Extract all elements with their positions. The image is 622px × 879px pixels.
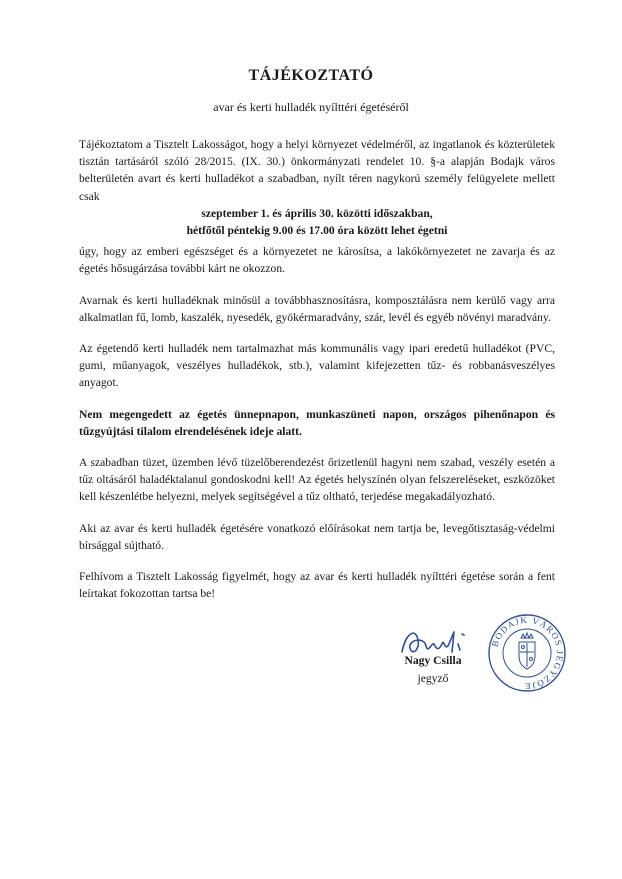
document-title: TÁJÉKOZTATÓ [248, 67, 374, 84]
paragraph-continuation: úgy, hogy az emberi egészséget és a környezetet ne károsítsa, a lakókörnyezetet ne zavarja és az égetés hősugárzása további kárt ne okozzon. [79, 245, 555, 276]
coat-of-arms-icon [519, 633, 535, 669]
document-subtitle: avar és kerti hulladék nyílttéri égetéséről [213, 100, 409, 114]
paragraph-penalty: Aki az avar és kerti hulladék égetésére vonatkozó előírásokat nem tartja be, levegőtisztaság-védelmi bírsággal sújtható. [79, 521, 555, 552]
paragraph-definition: Avarnak és kerti hulladéknak minősül a továbbhasznosításra, komposztálásra nem kerülő vagy arra alkalmatlan fű, lomb, kaszalék, nyesedék, gyökérmaradvány, szár, levél és egyéb növényi maradvány. [79, 293, 555, 324]
stamp-text: BODAJK VÁROS JEGYZŐJE [489, 614, 566, 692]
official-stamp [486, 612, 568, 694]
paragraph-prohibition: Nem megengedett az égetés ünnepnapon, munkaszüneti napon, országos pihenőnapon és tűzgyújtási tilalom elrendelésének ideje alatt. [79, 407, 555, 438]
paragraph-restriction: Az égetendő kerti hulladék nem tartalmazhat más kommunális vagy ipari eredetű hulladékot (PVC, gumi, műanyagok, veszélyes hulladékok, stb.), valamint kifejezetten tűz- és robbanásveszélyes anyagot. [79, 342, 555, 390]
document-body [79, 136, 555, 616]
paragraph-safety: A szabadban tüzet, üzemben lévő tüzelőberendezést őrizetlenül hagyni nem szabad, veszély esetén a tűz oltásáról haladéktalanul gondoskodni kell! Az égetés helyszínén olyan felszereléseket, eszközöket kell készenlétbe helyezni, melyek segítségével a tűz oltható, terjedése megakadályozható. [79, 456, 555, 504]
paragraph-intro: Tájékoztatom a Tisztelt Lakosságot, hogy a helyi környezet védelméről, az ingatlanok és közterületek tisztán tartásáról szóló 28/2015. (IX. 30.) önkormányzati rendelet 10. §-a alapján Bodajk város belterületén avart és kerti hulladékot a szabadban, nyílt téren nagykorú személy felügyelete mellett csak [79, 138, 555, 203]
period-line-1: szeptember 1. és április 30. közötti időszakban, [201, 206, 433, 220]
paragraph-closing: Felhívom a Tisztelt Lakosság figyelmét, hogy az avar és kerti hulladék nyílttéri égetése során a fent leírtakat fokozottan tartsa be! [79, 570, 555, 601]
signatory-name: Nagy Csilla [404, 654, 462, 667]
period-line-2: hétfőtől péntekig 9.00 és 17.00 óra között lehet égetni [186, 224, 448, 238]
signatory-role: jegyző [417, 672, 449, 685]
